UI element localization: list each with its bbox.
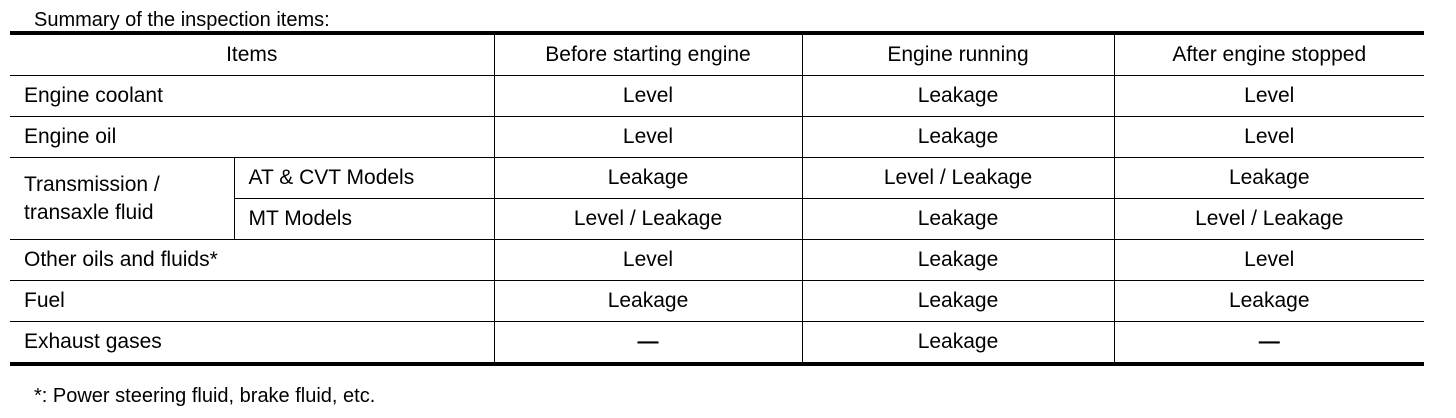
table-caption: Summary of the inspection items:: [34, 9, 330, 31]
header-items: Items: [10, 33, 494, 76]
after-cell: Level: [1114, 117, 1424, 158]
em-dash: —: [1258, 330, 1280, 353]
sub-item-cell: MT Models: [234, 199, 494, 240]
item-cell: Engine oil: [10, 117, 494, 158]
before-cell: Level: [494, 117, 802, 158]
before-cell: Leakage: [494, 158, 802, 199]
footnote: *: Power steering fluid, brake fluid, etc.: [34, 385, 376, 407]
after-cell: Leakage: [1114, 158, 1424, 199]
before-cell: [494, 322, 802, 365]
item-cell: Other oils and fluids*: [10, 240, 494, 281]
running-cell: Leakage: [802, 240, 1114, 281]
before-cell: Level / Leakage: [494, 199, 802, 240]
inspection-summary-table: [10, 31, 1424, 366]
header-before-starting-engine: Before starting engine: [494, 33, 802, 76]
table-row: [10, 240, 1424, 281]
header-engine-running: Engine running: [802, 33, 1114, 76]
sub-item-cell: AT & CVT Models: [234, 158, 494, 199]
after-cell: [1114, 322, 1424, 365]
running-cell: Level / Leakage: [802, 158, 1114, 199]
before-cell: Leakage: [494, 281, 802, 322]
running-cell: Leakage: [802, 322, 1114, 365]
after-cell: Leakage: [1114, 281, 1424, 322]
after-cell: Level: [1114, 240, 1424, 281]
table-row: [10, 322, 1424, 365]
table-row: [10, 281, 1424, 322]
after-cell: Level / Leakage: [1114, 199, 1424, 240]
table-row: [10, 76, 1424, 117]
item-cell: Exhaust gases: [10, 322, 494, 365]
item-cell: Engine coolant: [10, 76, 494, 117]
item-cell: Fuel: [10, 281, 494, 322]
running-cell: Leakage: [802, 199, 1114, 240]
running-cell: Leakage: [802, 76, 1114, 117]
before-cell: Level: [494, 240, 802, 281]
table-row: [10, 117, 1424, 158]
after-cell: Level: [1114, 76, 1424, 117]
running-cell: Leakage: [802, 117, 1114, 158]
running-cell: Leakage: [802, 281, 1114, 322]
table-row: [10, 158, 1424, 199]
before-cell: Level: [494, 76, 802, 117]
em-dash: —: [637, 330, 659, 353]
header-after-engine-stopped: After engine stopped: [1114, 33, 1424, 76]
header-row: [10, 33, 1424, 76]
item-cell: Transmission / transaxle fluid: [10, 158, 234, 240]
